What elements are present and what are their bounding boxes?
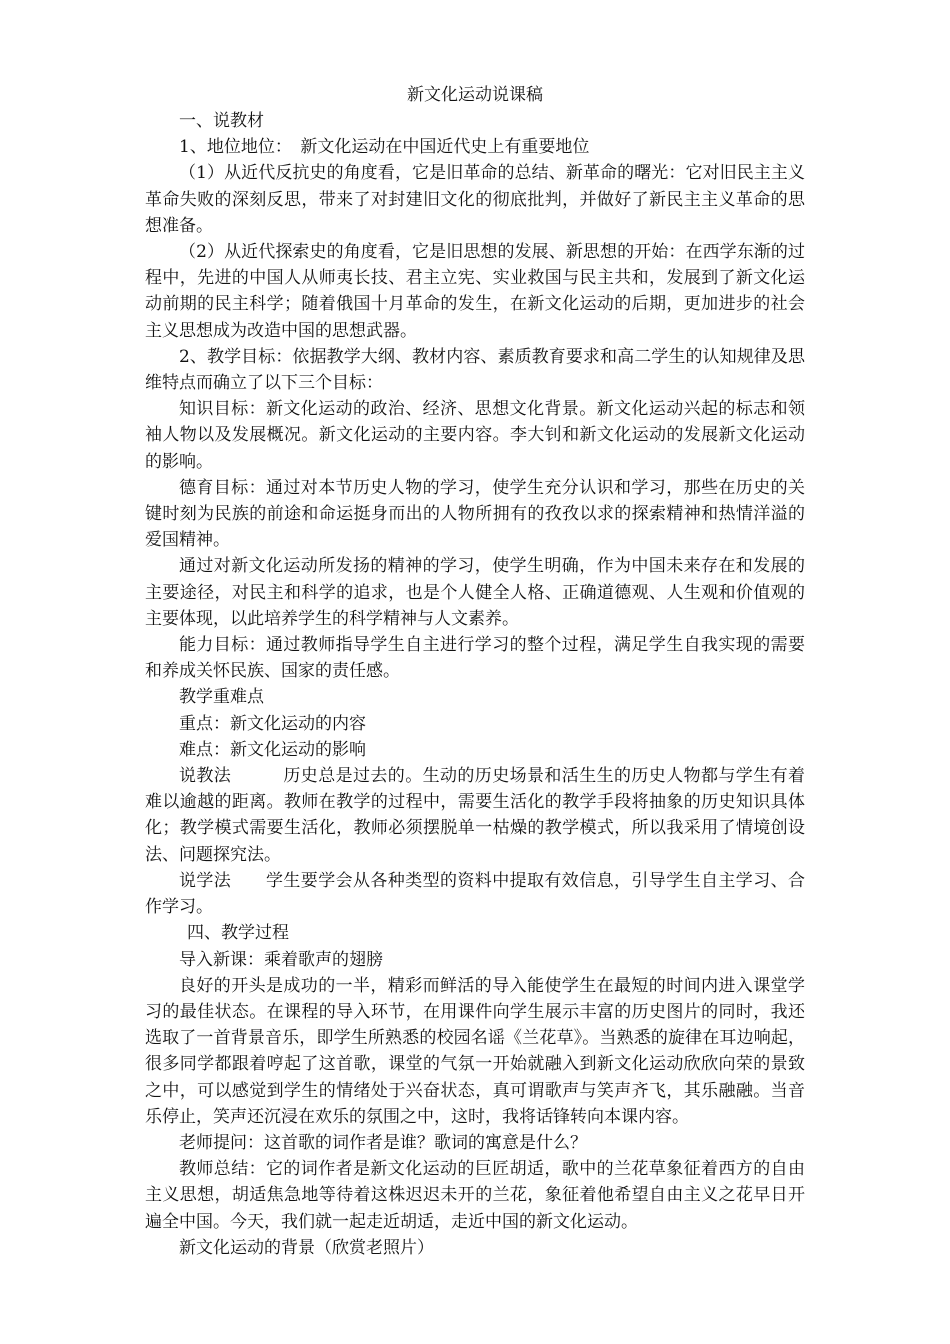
status-heading: 1、地位地位： 新文化运动在中国近代史上有重要地位	[179, 137, 590, 158]
paragraph-knowledge-goal: 知识目标：新文化运动的政治、经济、思想文化背景。新文化运动兴起的标志和领袖人物以及发展概况。新文化运动的主要内容。李大钊和新文化运动的发展新文化运动的影响。	[145, 399, 805, 472]
paragraph-spirit: 通过对新文化运动所发扬的精神的学习，使学生明确，作为中国未来存在和发展的主要途径，对民主和科学的追求，也是个人健全人格、正确道德观、人生观和价值观的主要体现，以此培养学生的科学精神与人文素养。	[145, 556, 805, 629]
heading-teaching-material: 一、说教材	[179, 111, 264, 131]
key-point: 重点：新文化运动的内容	[179, 713, 366, 734]
paragraph-teacher-summary: 教师总结：它的词作者是新文化运动的巨匠胡适，歌中的兰花草象征着西方的自由主义思想，胡适焦急地等待着这株迟迟未开的兰花，象征着他希望自由主义之花早日开遍全中国。今天，我们就一起走近胡适，走近中国的新文化运动。	[145, 1159, 805, 1232]
paragraph-learning-method: 说学法 学生要学会从各种类型的资料中提取有效信息，引导学生自主学习、合作学习。	[145, 870, 805, 918]
paragraph-teaching-goals: 2、教学目标：依据教学大纲、教材内容、素质教育要求和高二学生的认知规律及思维特点而确立了以下三个目标：	[145, 346, 805, 394]
paragraph-resistance-history: （1）从近代反抗史的角度看，它是旧革命的总结、新革命的曙光：它对旧民主主义革命失败的深刻反思，带来了对封建旧文化的彻底批判，并做好了新民主主义革命的思想准备。	[145, 163, 805, 236]
document-title: 新文化运动说课稿	[407, 85, 543, 105]
paragraph-teaching-method: 说教法 历史总是过去的。生动的历史场景和活生生的历史人物都与学生有着难以逾越的距离。教师在教学的过程中，需要生活化的教学手段将抽象的历史知识具体化；教学模式需要生活化，教师必须摆脱单一枯燥的教学模式，所以我采用了情境创设法、问题探究法。	[145, 766, 805, 865]
document-body	[145, 82, 805, 1261]
paragraph-ability-goal: 能力目标：通过教师指导学生自主进行学习的整个过程，满足学生自我实现的需要和养成关怀民族、国家的责任感。	[145, 635, 805, 682]
paragraph-moral-goal: 德育目标：通过对本节历史人物的学习，使学生充分认识和学习，那些在历史的关键时刻为民族的前途和命运挺身而出的人物所拥有的孜孜以求的探索精神和热情洋溢的爱国精神。	[145, 477, 805, 551]
heading-key-points: 教学重难点	[179, 687, 264, 708]
difficult-point: 难点：新文化运动的影响	[179, 739, 366, 760]
heading-introduction: 导入新课：乘着歌声的翅膀	[179, 949, 383, 970]
paragraph-exploration-history: （2）从近代探索史的角度看，它是旧思想的发展、新思想的开始：在西学东渐的过程中，先进的中国人从师夷长技、君主立宪、实业救国与民主共和，发展到了新文化运动前期的民主科学；随着俄国十月革命的发生，在新文化运动的后期，更加进步的社会主义思想成为改造中国的思想武器。	[145, 242, 805, 341]
paragraph-introduction: 良好的开头是成功的一半，精彩而鲜活的导入能使学生在最短的时间内进入课堂学习的最佳状态。在课程的导入环节，在用课件向学生展示丰富的历史图片的同时，我还选取了一首背景音乐，即学生所熟悉的校园名谣《兰花草》。当熟悉的旋律在耳边响起，很多同学都跟着哼起了这首歌，课堂的气氛一开始就融入到新文化运动欣欣向荣的景致之中，可以感觉到学生的情绪处于兴奋状态，真可谓歌声与笑声齐飞，其乐融融。当音乐停止，笑声还沉浸在欢乐的氛围之中，这时，我将话锋转向本课内容。	[145, 975, 805, 1127]
paragraph-background: 新文化运动的背景（欣赏老照片）	[179, 1237, 434, 1258]
paragraph-teacher-question: 老师提问：这首歌的词作者是谁？歌词的寓意是什么？	[179, 1132, 587, 1153]
heading-teaching-process: 四、教学过程	[187, 923, 289, 944]
